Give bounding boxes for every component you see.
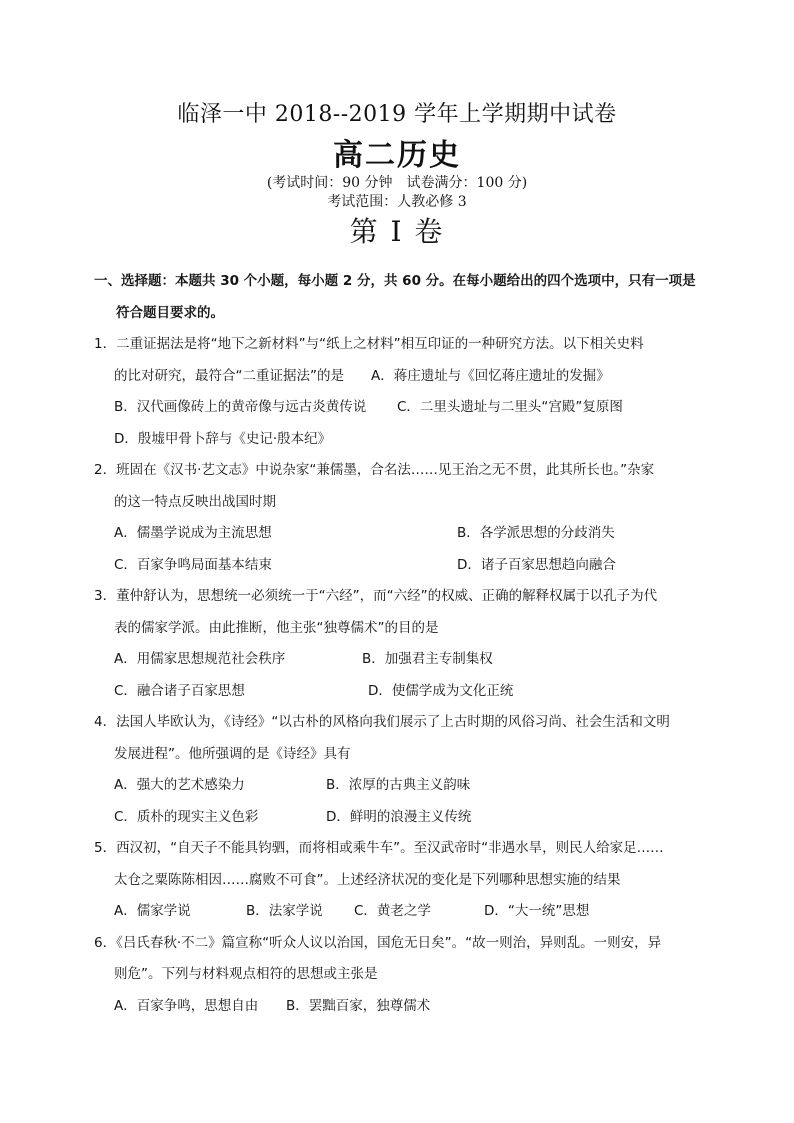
exam-scope: 考试范围：人教必修 3 [327, 194, 467, 210]
question-stem: 6．《吕氏春秋·不二》篇宣称“听众人议以治国，国危无日矣”。“故一则治，异则乱。一则安，异 [94, 934, 662, 951]
option-b: B．罢黜百家，独尊儒术 [286, 997, 431, 1014]
option-c: C．二里头遗址与二里头“宫殿”复原图 [397, 399, 623, 415]
question-stem: 4．法国人毕欧认为，《诗经》“以古朴的风格向我们展示了上古时期的风俗习尚、社会生活和文明 [94, 714, 670, 730]
question-3 [94, 581, 704, 707]
question-stem-cont: 的这一特点反映出战国时期 [114, 493, 276, 510]
option-a: A．用儒家思想规范社会秩序 [114, 651, 286, 667]
option-c: C．质朴的现实主义色彩 [114, 808, 259, 825]
option-a: A．强大的艺术感染力 [114, 777, 245, 793]
option-row [94, 896, 704, 928]
option-row [94, 770, 704, 802]
question-1 [94, 329, 704, 455]
option-c: C．融合诸子百家思想 [114, 682, 245, 699]
question-stem: 5．西汉初，“自天子不能具钧驷，而将相或乘牛车”。至汉武帝时“非遇水旱，则民人给家足…… [94, 840, 664, 856]
option-b: B．汉代画像砖上的黄帝像与远古炎黄传说 [114, 399, 367, 415]
question-stem: 2．班固在《汉书·艺文志》中说杂家“兼儒墨，合名法……见王治之无不贯，此其所长也。”杂家 [94, 462, 655, 478]
option-c: C．黄老之学 [354, 903, 431, 919]
option-row [94, 802, 704, 834]
question-5 [94, 833, 704, 928]
question-6 [94, 928, 704, 1023]
section-instruction: 一、选择题：本题共 30 个小题，每小题 2 分，共 60 分。在每小题给出的四个选项中，只有一项是 [94, 273, 696, 289]
option-row [94, 550, 704, 582]
exam-title: 临泽一中 2018--2019 学年上学期期中试卷 [177, 102, 617, 127]
question-stem-cont: 则危”。下列与材料观点相符的思想或主张是 [114, 966, 378, 982]
option-d: D．诸子百家思想趋向融合 [457, 556, 616, 573]
option-d: D．使儒学成为文化正统 [368, 682, 514, 699]
option-row [94, 644, 704, 676]
option-row [94, 991, 704, 1023]
option-a: A．百家争鸣，思想自由 [114, 997, 259, 1014]
question-stem-cont: 的比对研究，最符合“二重证据法”的是 A．蒋庄遗址与《回忆蒋庄遗址的发掘》 [114, 367, 610, 384]
option-b: B．各学派思想的分歧消失 [457, 525, 615, 541]
option-b: B．法家学说 [246, 903, 323, 919]
option-a: A．儒墨学说成为主流思想 [114, 525, 272, 541]
exam-info: (考试时间：90 分钟 试卷满分：100 分) [266, 175, 528, 191]
exam-header [0, 100, 794, 249]
subject-title: 高二历史 [333, 138, 461, 173]
option-d: D．“大一统”思想 [484, 903, 590, 919]
option-a: A．儒家学说 [114, 903, 191, 919]
option-row [94, 518, 704, 550]
question-stem-cont: 表的儒家学派。由此推断，他主张“独尊儒术”的目的是 [114, 619, 439, 636]
question-stem: 3．董仲舒认为，思想统一必须统一于“六经”，而“六经”的权威、正确的解释权属于以孔子为代 [94, 588, 658, 604]
question-4 [94, 707, 704, 833]
option-row [94, 392, 704, 424]
section-instruction-cont: 符合题目要求的。 [116, 304, 224, 321]
exam-content [94, 266, 704, 1022]
option-row [94, 676, 704, 708]
option-d: D．鲜明的浪漫主义传统 [326, 808, 472, 825]
option-c: C．百家争鸣局面基本结束 [114, 556, 272, 573]
question-stem: 1．二重证据法是将“地下之新材料”与“纸上之材料”相互印证的一种研究方法。以下相关史料 [94, 336, 644, 352]
question-stem-cont: 发展进程”。他所强调的是《诗经》具有 [114, 745, 351, 762]
question-2 [94, 455, 704, 581]
option-b: B．浓厚的古典主义韵味 [326, 777, 471, 793]
option-b: B．加强君主专制集权 [362, 651, 493, 667]
option-d: D．殷墟甲骨卜辞与《史记·殷本纪》 [114, 430, 332, 447]
volume-title: 第 I 卷 [349, 215, 445, 248]
question-stem-cont: 太仓之粟陈陈相因……腐败不可食”。上述经济状况的变化是下列哪种思想实施的结果 [114, 871, 621, 888]
